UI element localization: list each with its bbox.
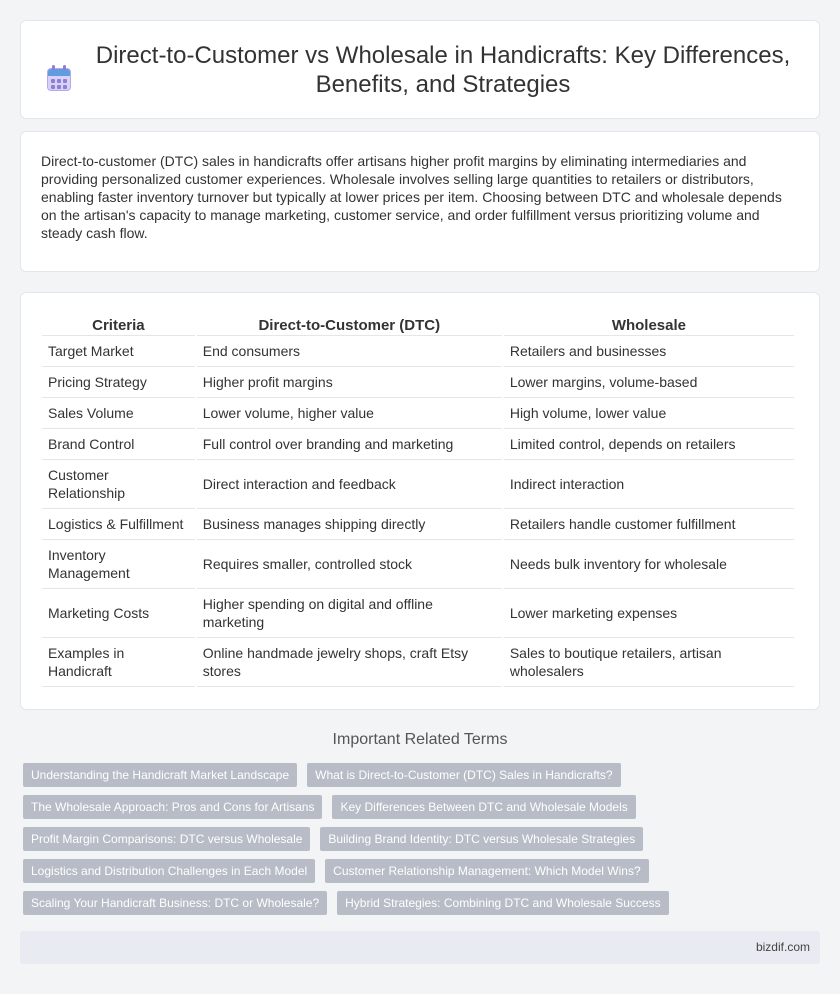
table-row [42, 429, 794, 460]
related-term-tag[interactable]: Customer Relationship Management: Which Model Wins? [325, 859, 648, 883]
cell-wholesale: Lower margins, volume-based [504, 367, 794, 398]
related-term-tag[interactable]: Key Differences Between DTC and Wholesale Models [332, 795, 635, 819]
related-term-tag[interactable]: Hybrid Strategies: Combining DTC and Wholesale Success [337, 891, 668, 915]
cell-wholesale: High volume, lower value [504, 398, 794, 429]
header-criteria: Criteria [42, 313, 195, 336]
related-terms-list [23, 763, 823, 923]
intro-card [20, 131, 820, 272]
cell-dtc: Full control over branding and marketing [197, 429, 502, 460]
table-row [42, 336, 794, 367]
cell-criteria: Sales Volume [42, 398, 195, 429]
calendar-icon [47, 65, 71, 91]
related-term-tag[interactable]: Understanding the Handicraft Market Landscape [23, 763, 297, 787]
cell-dtc: Direct interaction and feedback [197, 460, 502, 509]
table-row [42, 398, 794, 429]
related-terms-heading: Important Related Terms [332, 731, 508, 748]
cell-criteria: Inventory Management [42, 540, 195, 589]
table-header-row [42, 313, 794, 336]
related-term-tag[interactable]: What is Direct-to-Customer (DTC) Sales in Handicrafts? [307, 763, 620, 787]
cell-wholesale: Retailers handle customer fulfillment [504, 509, 794, 540]
cell-dtc: End consumers [197, 336, 502, 367]
comparison-card [20, 292, 820, 710]
cell-dtc: Higher profit margins [197, 367, 502, 398]
table-row [42, 589, 794, 638]
intro-paragraph: Direct-to-customer (DTC) sales in handicrafts offer artisans higher profit margins by eliminating intermediaries and providing personalized customer experiences. Wholesale involves selling large quantities to retailers or distributors, enabling faster inventory turnover but typically at lower prices per item. Choosing between DTC and wholesale depends on the artisan's capacity to manage marketing, customer service, and order fulfillment versus prioritizing volume and steady cash flow. [41, 153, 782, 241]
related-term-tag[interactable]: Logistics and Distribution Challenges in Each Model [23, 859, 315, 883]
cell-wholesale: Sales to boutique retailers, artisan wholesalers [504, 638, 794, 687]
cell-criteria: Marketing Costs [42, 589, 195, 638]
cell-wholesale: Indirect interaction [504, 460, 794, 509]
cell-dtc: Business manages shipping directly [197, 509, 502, 540]
cell-wholesale: Retailers and businesses [504, 336, 794, 367]
table-row [42, 638, 794, 687]
header-wholesale: Wholesale [504, 313, 794, 336]
related-term-tag[interactable]: Scaling Your Handicraft Business: DTC or Wholesale? [23, 891, 327, 915]
cell-dtc: Higher spending on digital and offline marketing [197, 589, 502, 638]
cell-dtc: Online handmade jewelry shops, craft Etsy stores [197, 638, 502, 687]
header-dtc: Direct-to-Customer (DTC) [197, 313, 502, 336]
page-title: Direct-to-Customer vs Wholesale in Handicrafts: Key Differences, Benefits, and Strategies [95, 41, 791, 98]
cell-criteria: Pricing Strategy [42, 367, 195, 398]
cell-dtc: Lower volume, higher value [197, 398, 502, 429]
footer [20, 931, 820, 964]
table-row [42, 540, 794, 589]
footer-site-link[interactable]: bizdif.com [755, 940, 810, 954]
related-term-tag[interactable]: The Wholesale Approach: Pros and Cons for Artisans [23, 795, 322, 819]
cell-wholesale: Lower marketing expenses [504, 589, 794, 638]
title-wrap [40, 41, 800, 99]
cell-criteria: Brand Control [42, 429, 195, 460]
cell-criteria: Target Market [42, 336, 195, 367]
cell-dtc: Requires smaller, controlled stock [197, 540, 502, 589]
table-row [42, 367, 794, 398]
cell-wholesale: Limited control, depends on retailers [504, 429, 794, 460]
related-term-tag[interactable]: Building Brand Identity: DTC versus Wholesale Strategies [320, 827, 643, 851]
cell-wholesale: Needs bulk inventory for wholesale [504, 540, 794, 589]
title-card [20, 20, 820, 119]
cell-criteria: Examples in Handicraft [42, 638, 195, 687]
table-row [42, 509, 794, 540]
cell-criteria: Logistics & Fulfillment [42, 509, 195, 540]
table-row [42, 460, 794, 509]
related-term-tag[interactable]: Profit Margin Comparisons: DTC versus Wholesale [23, 827, 310, 851]
cell-criteria: Customer Relationship [42, 460, 195, 509]
comparison-table [40, 313, 796, 687]
